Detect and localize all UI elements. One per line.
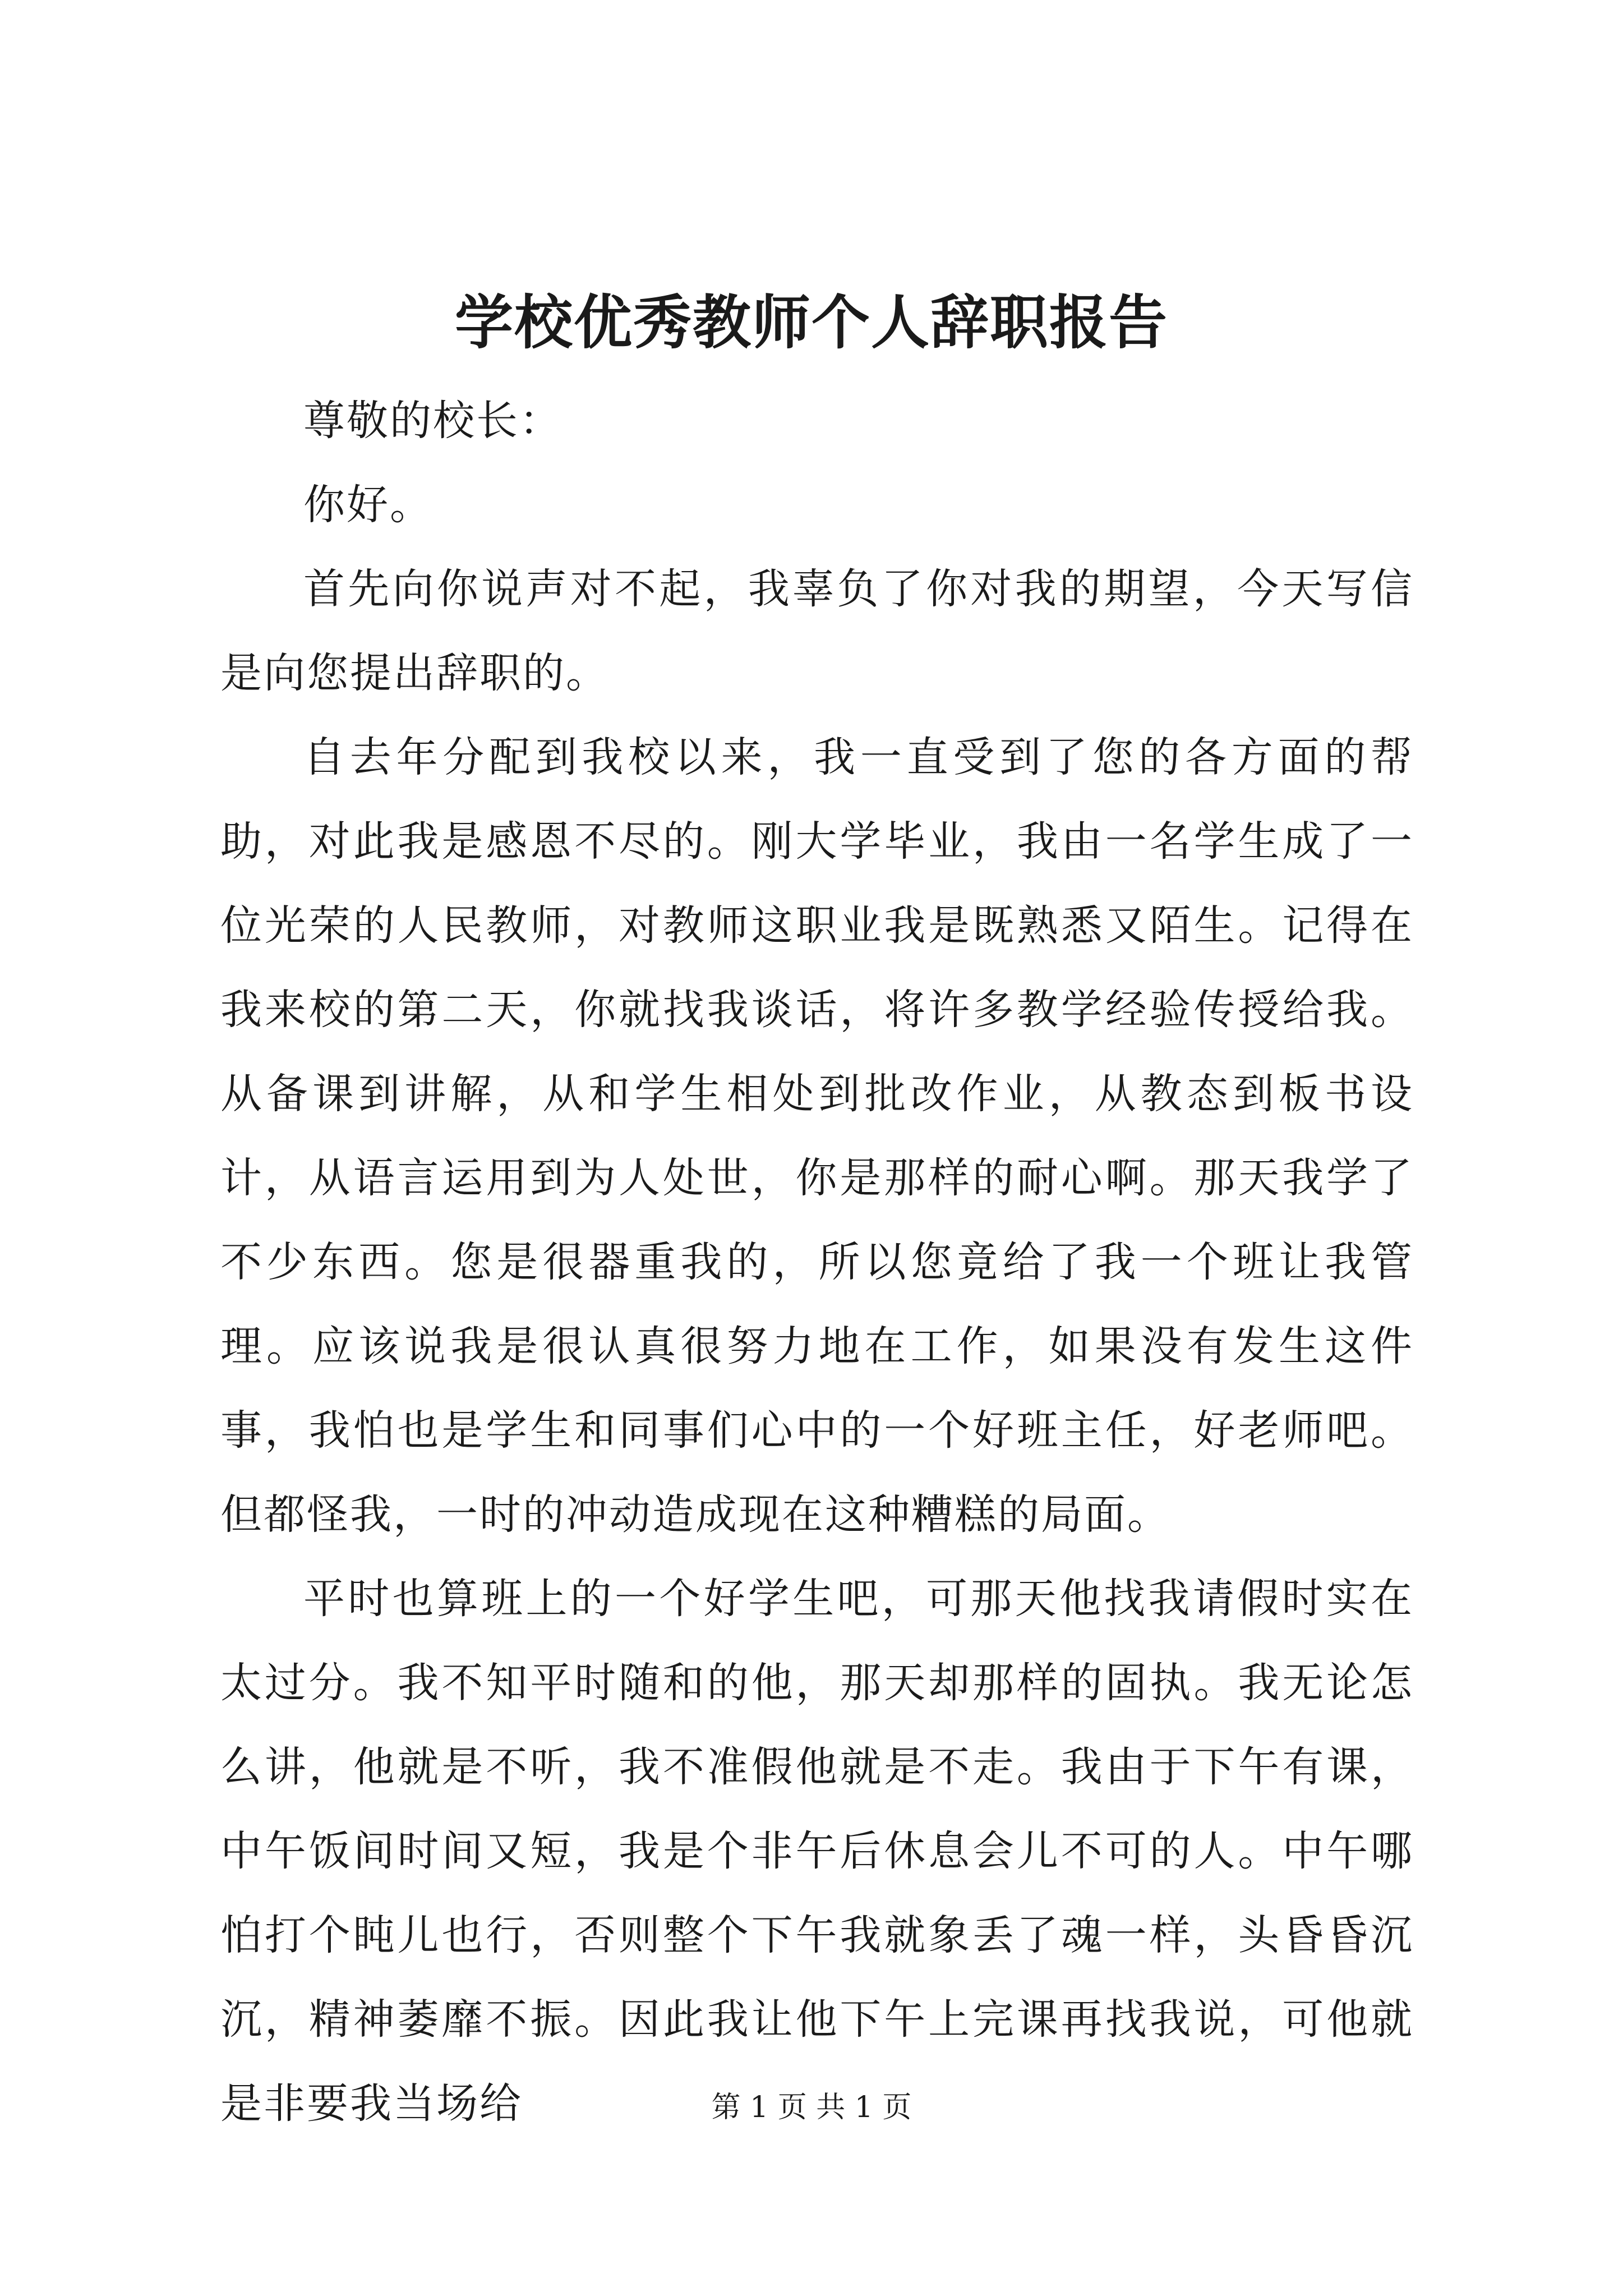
paragraph-apology: 首先向你说声对不起，我辜负了你对我的期望，今天写信是向您提出辞职的。 [220, 565, 1414, 697]
greeting: 你好。 [303, 481, 433, 529]
paragraph-incident: 平时也算班上的一个好学生吧，可那天他找我请假时实在太过分。我不知平时随和的他，那天却那样的固执。我无论怎么讲，他就是不听，我不准假他就是不走。我由于下午有课，中午饭间时间又短，我是个非午后休息会儿不可的人。中午哪怕打个盹儿也行，否则整个下午我就象丢了魂一样，头昏昏沉沉，精神萎靡不振。因此我让他下午上完课再找我说，可他就是非要我当场给 [220, 1575, 1414, 2128]
salutation: 尊敬的校长： [303, 397, 562, 445]
document-title: 学校优秀教师个人辞职报告 [454, 288, 1168, 357]
document-body [220, 379, 1414, 2146]
paragraph-background: 自去年分配到我校以来，我一直受到了您的各方面的帮助，对此我是感恩不尽的。刚大学毕业，我由一名学生成了一位光荣的人民教师，对教师这职业我是既熟悉又陌生。记得在我来校的第二天，你就找我谈话，将许多教学经验传授给我。从备课到讲解，从和学生相处到批改作业，从教态到板书设计，从语言运用到为人处世，你是那样的耐心啊。那天我学了不少东西。您是很器重我的，所以您竟给了我一个班让我管理。应该说我是很认真很努力地在工作，如果没有发生这件事，我怕也是学生和同事们心中的一个好班主任，好老师吧。但都怪我，一时的冲动造成现在这种糟糕的局面。 [220, 733, 1414, 1539]
page-number-footer: 第 1 页 共 1 页 [711, 2091, 912, 2124]
